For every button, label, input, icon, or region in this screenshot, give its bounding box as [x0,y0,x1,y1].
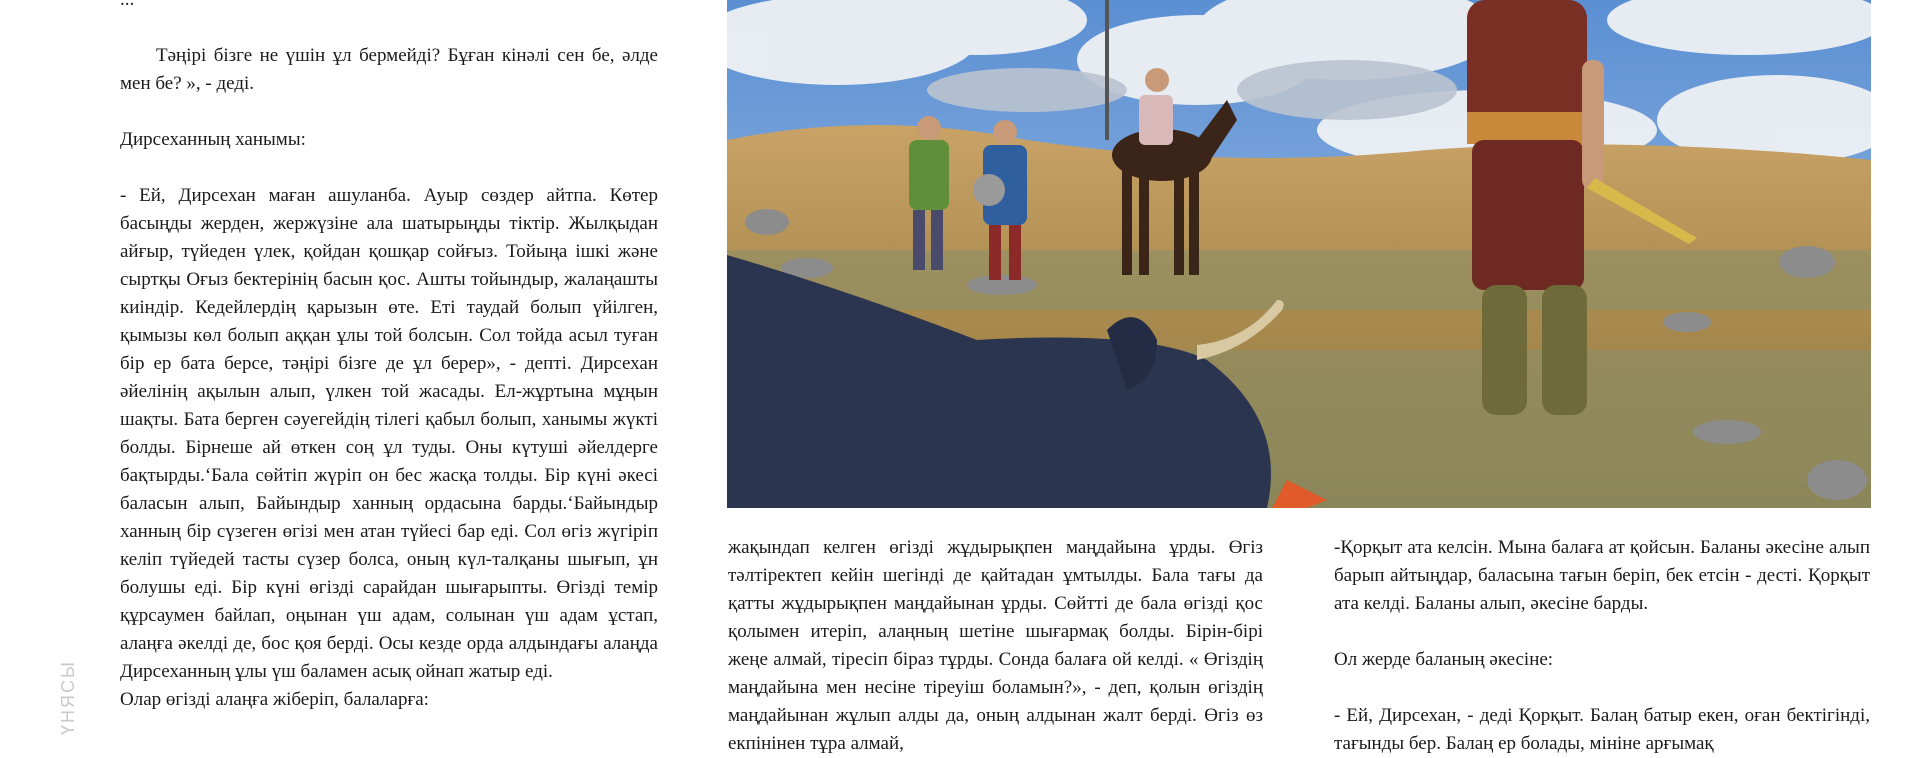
paragraph: Ол жерде баланың әкесіне: [1334,649,1554,670]
left-column [120,0,658,714]
story-illustration [727,0,1871,508]
illustration-image [727,0,1871,508]
paragraph-fragment [120,0,658,14]
paragraph: - Ей, Дирсехан маған ашуланба. Ауыр сөздер айтпа. Көтер басыңды жерден, жержүзіне ала шатырыңды тіктір. Жылқыдан айғыр, түйеден үлек, қойдан қошқар сойғыз. Тойыңа ішкі және сыртқы Оғыз бектерінің басын қос. Ашты тойындыр, жалаңашты киіндір. Кедейлердің қарызын өте. Еті таудай болып үйілген, қымызы көл болып аққан ұлы той болсын. Сол тойда асыл туған бір ер бата берсе, тәңірі бізге де ұл берер», - депті. Дирсехан әйелінің ақылын алып, үлкен той жасады. Ел-жұртына мұңын шақты. Бата берген сәуегейдің тілегі қабыл болып, ханымы жүкті болды. Бірнеше ай өткен соң ұл туды. Оны күтуші әйелдерге бақтырды.‘Бала сөйтіп жүріп он бес жасқа толды. Бір күні әкесі баласын алып, Байындыр ханның ордасына барды.‘Байындыр ханның бір сүзеген өгізі мен атан түйесі бар еді. Сол өгіз жүгіріп келіп түйедей тасты сүзер болса, оның күл-талқаны шығып, ұн болушы еді. Бір күні өгізді сарайдан шығарыпты. Өгізді темір құрсаумен байлап, оңынан үш адам, солынан үш адам ұстап, алаңға әкелді де, бос қоя берді. Осы кезде орда алдындағы алаңда Дирсеханның ұлы үш баламен асық ойнап жатыр еді. [120,185,658,682]
paragraph: Олар өгізді алаңға жіберіп, балаларға: [120,689,429,710]
paragraph: Дирсеханның ханымы: [120,129,306,150]
middle-column [728,534,1263,758]
paragraph: Тәңірі бізге не үшін ұл бермейді? Бұған кінәлі сен бе, әлде мен бе? », - деді. [120,45,658,94]
right-column [1334,534,1870,758]
side-label: ҮНЯСЫ [58,660,78,735]
paragraph: - Ей, Дирсехан, - деді Қорқыт. Балаң батыр екен, оған бектігінді, тағынды бер. Балаң ер болады, мініне арғымақ [1334,705,1870,754]
paragraph: жақындап келген өгізді жұдырықпен маңдайына ұрды. Өгіз тәлтіректеп кейін шегінді де қайтадан ұмтылды. Бала тағы да қатты жұдырықпен маңдайынан ұрды. Сөйтті де бала өгізді қос қолымен итеріп, алаңның шетіне шығармақ болды. Бірін-бірі жеңе алмай, тіресіп біраз тұрды. Сонда балаға ой келді. « Өгіздің маңдайына мен несіне тіреуіш боламын?», - деп, қолын өгіздің маңдайынан жұлып алды да, оның алдынан жалт берді. Өгіз өз екпінінен тұра алмай, [728,537,1263,754]
paragraph: -Қорқыт ата келсін. Мына балаға ат қойсын. Баланы әкесіне алып барып айтыңдар, баласына тағын беріп, бек етсін - десті. Қорқыт ата келді. Баланы алып, әкесіне барды. [1334,537,1870,614]
